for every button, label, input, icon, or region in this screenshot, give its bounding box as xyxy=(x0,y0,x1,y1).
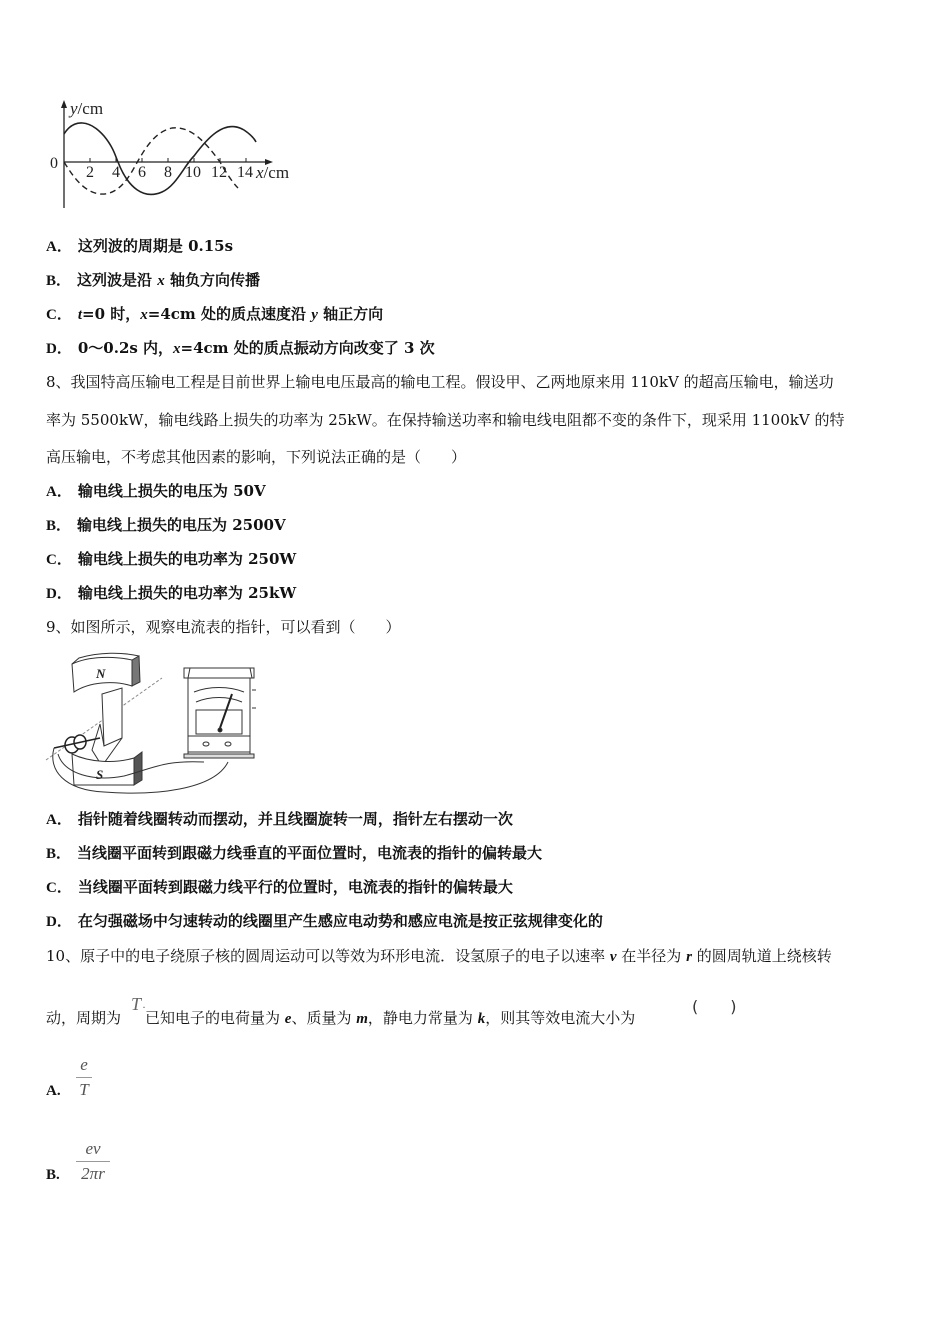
q10-option-a-label[interactable]: A. xyxy=(46,1083,61,1099)
wave-graph-figure xyxy=(44,96,314,216)
origin-label: 0 xyxy=(50,155,58,172)
period-symbol-T: T xyxy=(131,994,142,1014)
svg-text:6: 6 xyxy=(138,164,146,181)
svg-text:y/cm: y/cm xyxy=(70,99,104,118)
q8-stem-line-1: 8、我国特高压输电工程是目前世界上输电电压最高的输电工程。假设甲、乙两地原来用 110kV 的超高压输电，输送功 xyxy=(46,373,834,391)
north-pole-label: N xyxy=(96,666,106,681)
q9-option-b[interactable]: B． 当线圈平面转到跟磁力线垂直的平面位置时，电流表的指针的偏转最大 xyxy=(46,844,543,862)
q9-option-a[interactable]: A． 指针随着线圈转动而摆动，并且线圈旋转一周，指针左右摆动一次 xyxy=(46,810,513,828)
svg-text:8: 8 xyxy=(164,164,172,181)
y-axis-label: y xyxy=(70,99,78,118)
answer-blank: ( ) xyxy=(692,997,737,1016)
period-dot: · xyxy=(142,1000,146,1014)
fraction-bar xyxy=(76,1161,110,1162)
q9-stem: 9、如图所示，观察电流表的指针，可以看到（ ） xyxy=(46,618,401,636)
generator-galvanometer-figure xyxy=(44,650,264,795)
svg-text:14: 14 xyxy=(237,164,253,181)
svg-text:12: 12 xyxy=(211,164,227,181)
q7-option-d[interactable]: D． 0～0.2s 内，x=4cm 处的质点振动方向改变了 3 次 xyxy=(46,339,435,357)
q8-option-b[interactable]: B． 输电线上损失的电压为 2500V xyxy=(46,516,286,534)
q10-option-a-fraction: e T xyxy=(76,1054,92,1101)
q8-stem-line-3: 高压输电，不考虑其他因素的影响，下列说法正确的是（ ） xyxy=(46,448,467,466)
svg-text:2: 2 xyxy=(86,164,94,181)
svg-text:4: 4 xyxy=(112,164,120,181)
q9-option-d[interactable]: D． 在匀强磁场中匀速转动的线圈里产生感应电动势和感应电流是按正弦规律变化的 xyxy=(46,912,603,930)
svg-text:10: 10 xyxy=(185,164,201,181)
q9-option-c[interactable]: C． 当线圈平面转到跟磁力线平行的位置时，电流表的指针的偏转最大 xyxy=(46,878,513,896)
q10-stem-line-2: 动，周期为 已知电子的电荷量为 e、质量为 m，静电力常量为 k，则其等效电流大小为 xyxy=(46,1009,636,1027)
q7-option-a[interactable]: A． 这列波的周期是 0.15s xyxy=(46,237,234,255)
q7-option-c[interactable]: C． t=0 时，x=4cm 处的质点速度沿 y 轴正方向 xyxy=(46,305,384,323)
svg-text:x/cm: x/cm xyxy=(256,163,290,182)
q8-option-d[interactable]: D． 输电线上损失的电功率为 25kW xyxy=(46,584,297,602)
q7-option-b[interactable]: B． 这列波是沿 x 轴负方向传播 xyxy=(46,271,260,289)
q10-option-b-label[interactable]: B. xyxy=(46,1167,60,1183)
q10-stem-line-1: 10、原子中的电子绕原子核的圆周运动可以等效为环形电流．设氢原子的电子以速率 v 在半径为 r 的圆周轨道上绕核转 xyxy=(46,947,832,965)
fraction-bar xyxy=(76,1077,92,1078)
q8-option-a[interactable]: A． 输电线上损失的电压为 50V xyxy=(46,482,266,500)
q8-option-c[interactable]: C． 输电线上损失的电功率为 250W xyxy=(46,550,297,568)
q10-option-b-fraction: ev 2πr xyxy=(76,1138,110,1185)
q8-stem-line-2: 率为 5500kW，输电线路上损失的功率为 25kW。在保持输送功率和输电线电阻都不变的条件下，现采用 1100kV 的特 xyxy=(46,411,845,429)
south-pole-label: S xyxy=(96,767,104,782)
